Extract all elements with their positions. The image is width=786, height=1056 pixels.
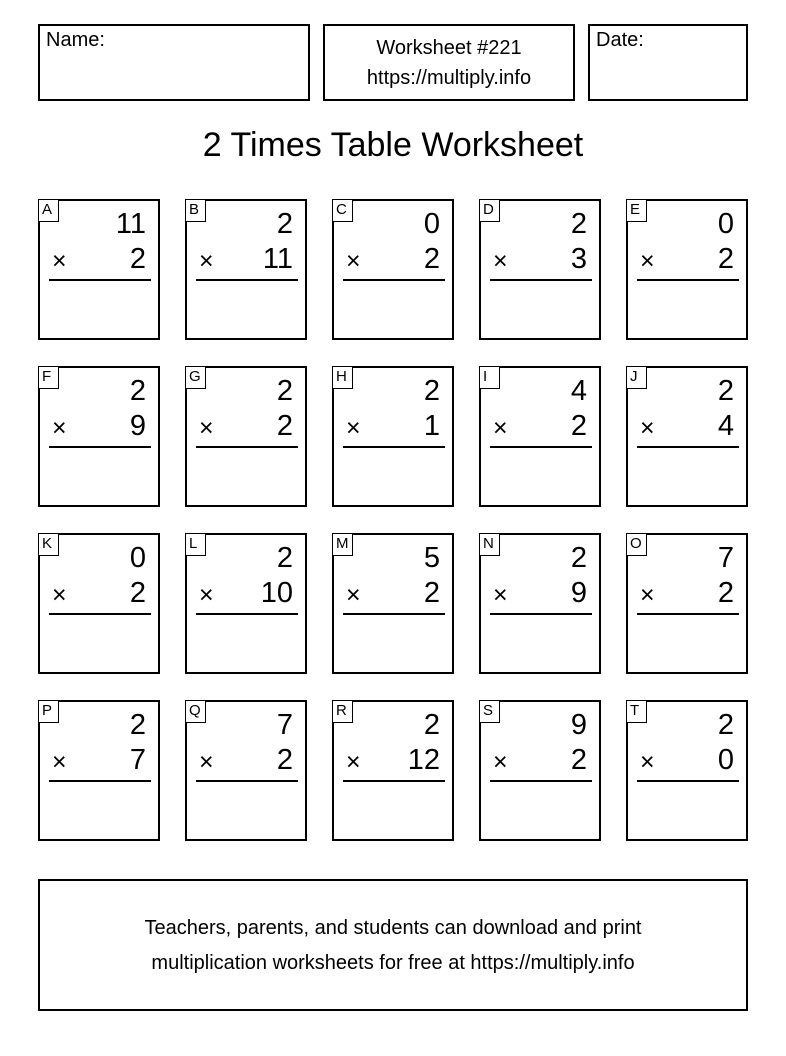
multiplicand: 0 xyxy=(717,208,734,240)
multiply-sign: × xyxy=(493,247,508,275)
multiplier: 1 xyxy=(423,410,440,442)
problem-card[interactable] xyxy=(185,533,307,674)
multiplier: 4 xyxy=(717,410,734,442)
multiply-sign: × xyxy=(640,748,655,776)
multiplier: 2 xyxy=(570,744,587,776)
answer-line xyxy=(343,780,445,782)
multiplicand: 7 xyxy=(276,709,293,741)
problem-letter: L xyxy=(185,533,206,556)
answer-line xyxy=(196,446,298,448)
multiplicand: 0 xyxy=(423,208,440,240)
answer-line xyxy=(637,279,739,281)
multiply-sign: × xyxy=(52,581,67,609)
answer-line xyxy=(49,613,151,615)
multiplicand: 4 xyxy=(570,375,587,407)
answer-line xyxy=(49,780,151,782)
multiplier: 2 xyxy=(276,410,293,442)
problem-letter: D xyxy=(479,199,500,222)
multiplicand: 2 xyxy=(423,375,440,407)
problem-letter: N xyxy=(479,533,500,556)
multiplicand: 11 xyxy=(115,208,146,240)
multiplier: 2 xyxy=(570,410,587,442)
answer-line xyxy=(343,613,445,615)
multiply-sign: × xyxy=(346,414,361,442)
answer-line xyxy=(196,780,298,782)
answer-line xyxy=(343,446,445,448)
problem-letter: E xyxy=(626,199,647,222)
multiplicand: 5 xyxy=(423,542,440,574)
answer-line xyxy=(196,613,298,615)
multiply-sign: × xyxy=(346,581,361,609)
answer-line xyxy=(637,613,739,615)
multiplicand: 0 xyxy=(129,542,146,574)
name-label: Name: xyxy=(46,29,105,51)
multiply-sign: × xyxy=(640,581,655,609)
footer-note xyxy=(38,879,748,1011)
multiplicand: 7 xyxy=(717,542,734,574)
problem-card[interactable] xyxy=(479,700,601,841)
problem-card[interactable] xyxy=(38,533,160,674)
answer-line xyxy=(490,446,592,448)
problem-card[interactable] xyxy=(626,700,748,841)
multiply-sign: × xyxy=(493,581,508,609)
answer-line xyxy=(49,279,151,281)
multiplier: 0 xyxy=(717,744,734,776)
answer-line xyxy=(637,780,739,782)
date-field[interactable] xyxy=(588,24,748,101)
problem-card[interactable] xyxy=(479,199,601,340)
multiplier: 3 xyxy=(570,243,587,275)
multiply-sign: × xyxy=(346,748,361,776)
multiplier: 2 xyxy=(423,577,440,609)
problem-card[interactable] xyxy=(626,199,748,340)
problem-letter: J xyxy=(626,366,647,389)
problem-letter: S xyxy=(479,700,500,723)
footer-line-1: Teachers, parents, and students can download and print xyxy=(144,917,642,939)
multiply-sign: × xyxy=(493,748,508,776)
multiplicand: 2 xyxy=(276,542,293,574)
multiplicand: 2 xyxy=(570,208,587,240)
problem-letter: A xyxy=(38,199,59,222)
problem-letter: P xyxy=(38,700,59,723)
multiply-sign: × xyxy=(199,247,214,275)
name-field[interactable] xyxy=(38,24,310,101)
answer-line xyxy=(196,279,298,281)
problem-card[interactable] xyxy=(185,366,307,507)
problem-letter: O xyxy=(626,533,647,556)
multiply-sign: × xyxy=(52,414,67,442)
problem-letter: I xyxy=(479,366,500,389)
problem-letter: K xyxy=(38,533,59,556)
multiplier: 12 xyxy=(407,744,440,776)
problem-card[interactable] xyxy=(332,533,454,674)
problem-letter: B xyxy=(185,199,206,222)
multiplier: 2 xyxy=(129,577,146,609)
answer-line xyxy=(49,446,151,448)
multiply-sign: × xyxy=(640,414,655,442)
multiplier: 2 xyxy=(276,744,293,776)
multiply-sign: × xyxy=(52,748,67,776)
multiplier: 2 xyxy=(717,243,734,275)
multiplicand: 9 xyxy=(570,709,587,741)
problem-letter: C xyxy=(332,199,353,222)
multiplier: 2 xyxy=(423,243,440,275)
problem-card[interactable] xyxy=(332,199,454,340)
multiply-sign: × xyxy=(640,247,655,275)
multiplicand: 2 xyxy=(717,709,734,741)
multiplier: 2 xyxy=(129,243,146,275)
footer-line-2: multiplication worksheets for free at https://multiply.info xyxy=(151,952,635,974)
answer-line xyxy=(343,279,445,281)
problem-card[interactable] xyxy=(38,700,160,841)
worksheet-number: Worksheet #221 xyxy=(376,37,522,59)
problem-card[interactable] xyxy=(479,533,601,674)
problem-card[interactable] xyxy=(38,366,160,507)
multiplicand: 2 xyxy=(276,375,293,407)
problem-letter: M xyxy=(332,533,353,556)
worksheet-info-box xyxy=(323,24,575,101)
multiplier: 9 xyxy=(570,577,587,609)
multiplicand: 2 xyxy=(717,375,734,407)
worksheet-url: https://multiply.info xyxy=(366,67,532,89)
multiply-sign: × xyxy=(346,247,361,275)
problem-card[interactable] xyxy=(626,533,748,674)
multiplier: 11 xyxy=(262,243,293,275)
multiplicand: 2 xyxy=(276,208,293,240)
problem-card[interactable] xyxy=(38,199,160,340)
problem-letter: T xyxy=(626,700,647,723)
problem-card[interactable] xyxy=(332,366,454,507)
problem-card[interactable] xyxy=(479,366,601,507)
multiply-sign: × xyxy=(493,414,508,442)
multiplicand: 2 xyxy=(129,375,146,407)
date-label: Date: xyxy=(596,29,644,51)
multiplicand: 2 xyxy=(570,542,587,574)
problem-letter: Q xyxy=(185,700,206,723)
problem-letter: F xyxy=(38,366,59,389)
answer-line xyxy=(490,279,592,281)
problem-card[interactable] xyxy=(332,700,454,841)
multiplier: 7 xyxy=(129,744,146,776)
page-title: 2 Times Table Worksheet xyxy=(202,126,584,164)
problem-card[interactable] xyxy=(185,700,307,841)
multiply-sign: × xyxy=(199,581,214,609)
answer-line xyxy=(490,613,592,615)
problem-card[interactable] xyxy=(626,366,748,507)
multiply-sign: × xyxy=(52,247,67,275)
multiplier: 2 xyxy=(717,577,734,609)
answer-line xyxy=(490,780,592,782)
answer-line xyxy=(637,446,739,448)
multiplier: 10 xyxy=(260,577,293,609)
multiply-sign: × xyxy=(199,414,214,442)
multiplicand: 2 xyxy=(129,709,146,741)
multiply-sign: × xyxy=(199,748,214,776)
problem-letter: R xyxy=(332,700,353,723)
problem-letter: G xyxy=(185,366,206,389)
multiplier: 9 xyxy=(129,410,146,442)
problem-card[interactable] xyxy=(185,199,307,340)
problem-letter: H xyxy=(332,366,353,389)
multiplicand: 2 xyxy=(423,709,440,741)
